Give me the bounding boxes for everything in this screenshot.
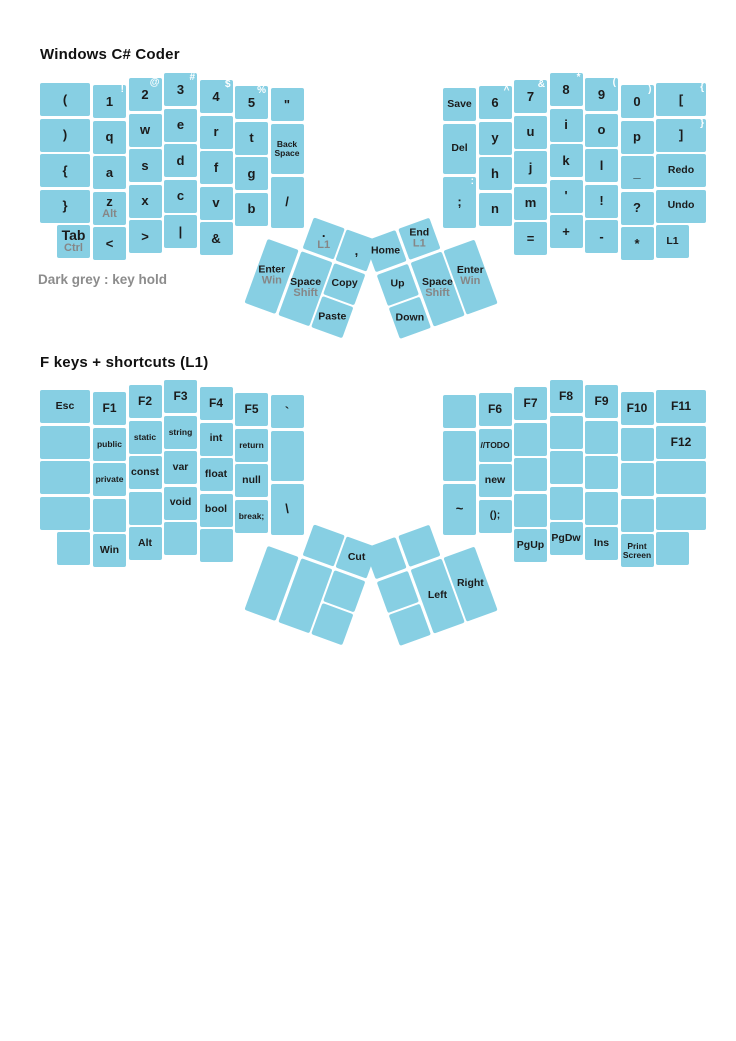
key-apostrophe (550, 180, 583, 213)
key-double-quote (271, 88, 304, 121)
key-tap-label: Save (447, 97, 472, 110)
key-shift-label: } (700, 117, 704, 129)
key-bool (200, 494, 233, 527)
key-tap-label: " (283, 96, 291, 112)
key-null (235, 464, 268, 497)
key-asterisk (621, 227, 654, 260)
key-tap-label: Undo (667, 199, 695, 212)
key-tap-label: x (141, 193, 149, 209)
key-y (479, 122, 512, 155)
key-tap-label: m (524, 195, 537, 211)
key-tap-label: Up (390, 277, 405, 290)
key-v (200, 187, 233, 220)
key-k (550, 144, 583, 177)
key-tap-label: / (285, 194, 289, 210)
key-empty (200, 529, 233, 562)
key-2 (129, 78, 162, 111)
key-f11 (656, 390, 706, 423)
key-9 (585, 78, 618, 111)
key-empty (514, 494, 547, 527)
key-0 (621, 85, 654, 118)
key-new (479, 464, 512, 497)
key-return (235, 429, 268, 462)
key-tap-label: & (211, 230, 221, 246)
key-open-bracket (656, 83, 706, 116)
key-l (585, 149, 618, 182)
key-tap-label: null (242, 473, 261, 486)
key-shift-label: { (700, 82, 704, 93)
key-empty (656, 497, 706, 530)
key-tap-label: F5 (244, 402, 259, 417)
key-empty (514, 458, 547, 491)
key-tap-label: Tab (61, 227, 86, 244)
key-tap-label: 9 (597, 86, 606, 102)
key-tap-label: ~ (455, 501, 464, 517)
key-shift-label: ) (648, 84, 652, 95)
key-tap-label: l (599, 157, 604, 173)
key-tap-label: 7 (526, 88, 535, 104)
key-4 (200, 80, 233, 113)
key-8 (550, 73, 583, 106)
key-f6 (479, 393, 512, 426)
key-tap-label: f (213, 159, 219, 175)
key-shift-label: ^ (503, 85, 510, 96)
key-empty (550, 451, 583, 484)
key-empty (621, 428, 654, 461)
key-empty (621, 463, 654, 496)
key-exclamation (585, 185, 618, 218)
key-alt (129, 527, 162, 560)
key-tap-label: Win (99, 543, 120, 556)
key-void (164, 487, 197, 520)
layer1-title: Windows C# Coder (40, 46, 180, 63)
key-shift-label: % (257, 85, 266, 96)
key-tap-label: { (62, 162, 68, 178)
key-shift-label: $ (224, 79, 231, 90)
key-f5 (235, 393, 268, 426)
key-empty (585, 421, 618, 454)
key-empty (514, 423, 547, 456)
key-z (93, 192, 126, 225)
key-tab (57, 225, 90, 258)
key-tap-label: Space (289, 276, 321, 289)
key-tap-label: Back Space (274, 138, 300, 158)
key-tap-label: 6 (491, 94, 499, 110)
key-1 (93, 85, 126, 118)
key-equals (514, 222, 547, 255)
key-tap-label: F3 (173, 389, 188, 404)
key-tap-label: s (141, 157, 149, 173)
key-tap-label: v (212, 195, 220, 211)
key-underscore (621, 156, 654, 189)
key-esc (40, 390, 90, 423)
key-c (164, 180, 197, 213)
key-tap-label: \ (285, 501, 289, 517)
key-f (200, 151, 233, 184)
key-save (443, 88, 476, 121)
key-tap-label: > (141, 228, 149, 244)
key-tap-label: string (168, 426, 193, 437)
key-print-screen (621, 534, 654, 567)
legend-note: Dark grey : key hold (38, 272, 168, 287)
key-var (164, 451, 197, 484)
key-l1 (656, 225, 689, 258)
key-d (164, 144, 197, 177)
key-g (235, 157, 268, 190)
key-tap-label: Left (427, 589, 447, 602)
key-float (200, 458, 233, 491)
key-tap-label: F10 (626, 401, 648, 416)
key-del (443, 124, 476, 175)
key-tap-label: F12 (670, 434, 692, 449)
key-empty (443, 431, 476, 482)
key-empty (656, 532, 689, 565)
key-hold-label: L1 (316, 238, 330, 251)
key-r (200, 116, 233, 149)
key-tap-label: Space (421, 276, 453, 289)
key-open-brace (40, 154, 90, 187)
key-tap-label: ) (62, 127, 68, 143)
key-empty (585, 492, 618, 525)
key-tap-label: | (178, 223, 183, 239)
key-tap-label: F2 (137, 394, 152, 409)
key-tap-label: int (209, 432, 223, 445)
key-6 (479, 86, 512, 119)
key-tap-label: c (176, 188, 185, 204)
key-tap-label: F6 (487, 402, 502, 417)
key-tap-label: b (247, 201, 256, 217)
key-tap-label: p (633, 129, 641, 145)
key-pgup (514, 529, 547, 562)
key-tap-label: L1 (666, 234, 679, 247)
key-tap-label: bool (204, 503, 228, 516)
key-pipe (164, 215, 197, 248)
key-undo (656, 190, 706, 223)
key-close-paren (40, 119, 90, 152)
key-i (550, 109, 583, 142)
key-tap-label: q (105, 129, 114, 145)
key-tap-label: Redo (667, 163, 695, 176)
key-tap-label: ' (564, 188, 568, 204)
key-tap-label: ( (62, 91, 68, 107)
key-q (93, 121, 126, 154)
key-tap-label: r (213, 124, 219, 140)
key-close-bracket (656, 119, 706, 152)
key-tap-label: private (95, 474, 124, 485)
key-tap-label: Right (457, 577, 484, 590)
key-tap-label: e (176, 117, 185, 133)
key-tap-label: var (172, 460, 189, 473)
key-tap-label: Print Screen (622, 540, 652, 560)
key-tap-label: + (562, 223, 570, 239)
key-tap-label: Alt (138, 536, 152, 549)
key-f2 (129, 385, 162, 418)
key-tap-label: n (491, 201, 499, 217)
key-tap-label: Cut (347, 550, 366, 563)
key-h (479, 157, 512, 190)
key-shift-label: : (470, 175, 474, 187)
key-tap-label: 3 (176, 81, 185, 97)
key-tap-label: j (528, 159, 533, 175)
key-p (621, 121, 654, 154)
key-public (93, 428, 126, 461)
key-tap-label: PgUp (516, 538, 545, 551)
key-hold-label: Ctrl (64, 242, 83, 255)
key-tap-label: z (106, 194, 113, 210)
key-empty (550, 487, 583, 520)
key-todo-comment (479, 429, 512, 462)
key-shift-label: # (189, 72, 195, 83)
key-3 (164, 73, 197, 106)
key-tap-label: Home (370, 244, 401, 257)
key-break (235, 500, 268, 533)
key-tap-label: 1 (105, 93, 114, 109)
key-tap-label: 2 (141, 86, 149, 102)
key-hold-label: Shift (292, 287, 318, 300)
key-tap-label: break; (238, 510, 265, 521)
key-tap-label: static (133, 431, 157, 442)
key-static (129, 421, 162, 454)
key-shift-label: @ (149, 77, 160, 88)
key-tap-label: * (634, 235, 640, 251)
key-tap-label: Paste (318, 310, 347, 323)
key-tap-label: - (599, 228, 604, 244)
key-tap-label: Enter (457, 264, 484, 277)
key-x (129, 185, 162, 218)
key-tap-label: ? (633, 200, 641, 216)
key-ampersand (200, 222, 233, 255)
key-tap-label: Ins (593, 536, 610, 549)
key-shift-label: * (576, 72, 581, 83)
key-u (514, 116, 547, 149)
key-f7 (514, 387, 547, 420)
key-f1 (93, 392, 126, 425)
key-hold-label: Win (261, 274, 282, 287)
key-parens-semicolon (479, 500, 512, 533)
key-empty (57, 532, 90, 565)
key-w (129, 114, 162, 147)
key-tap-label: new (484, 473, 506, 486)
key-m (514, 187, 547, 220)
key-empty (656, 461, 706, 494)
key-tap-label: ` (284, 403, 290, 419)
key-tap-label: ] (678, 127, 684, 143)
key-empty (40, 497, 90, 530)
key-7 (514, 80, 547, 113)
key-tap-label: h (491, 165, 499, 181)
key-tap-label: = (526, 230, 535, 246)
key-tap-label: F9 (594, 394, 609, 409)
key-b (235, 193, 268, 226)
key-tap-label: d (176, 152, 185, 168)
key-tap-label: o (597, 122, 606, 138)
key-tap-label: Del (451, 142, 468, 155)
key-tap-label: Down (395, 311, 425, 324)
key-tap-label: ! (599, 193, 604, 209)
key-tap-label: 8 (562, 81, 570, 97)
key-tap-label: //TODO (480, 439, 510, 450)
key-t (235, 122, 268, 155)
key-tap-label: F8 (558, 389, 573, 404)
key-tap-label: k (562, 152, 570, 168)
key-hold-label: Win (460, 275, 481, 288)
key-s (129, 149, 162, 182)
key-f3 (164, 380, 197, 413)
key-tap-label: F7 (523, 396, 538, 411)
key-tap-label: < (105, 235, 114, 251)
layer2-title: F keys + shortcuts (L1) (40, 354, 209, 371)
key-5 (235, 86, 268, 119)
key-hold-label: Alt (102, 208, 117, 221)
key-tap-label: End (408, 226, 429, 239)
key-backtick (271, 395, 304, 428)
key-string (164, 416, 197, 449)
key-win (93, 534, 126, 567)
key-f8 (550, 380, 583, 413)
key-empty (93, 499, 126, 532)
key-close-brace (40, 190, 90, 223)
key-private (93, 463, 126, 496)
key-tap-label: F11 (670, 399, 691, 414)
key-empty (40, 461, 90, 494)
key-tap-label: ; (457, 194, 462, 210)
key-tap-label: g (247, 165, 256, 181)
key-int (200, 423, 233, 456)
key-tap-label: 0 (633, 93, 641, 109)
key-empty (129, 492, 162, 525)
key-tap-label: F4 (208, 396, 223, 411)
key-question (621, 192, 654, 225)
key-tap-label: a (105, 164, 114, 180)
key-tap-label: public (96, 438, 123, 449)
key-minus (585, 220, 618, 253)
key-tap-label: float (204, 467, 228, 480)
key-tap-label: . (321, 224, 326, 240)
key-o (585, 114, 618, 147)
key-pgdw (550, 522, 583, 555)
key-empty (550, 416, 583, 449)
key-f4 (200, 387, 233, 420)
key-tap-label: y (491, 130, 499, 146)
key-empty (164, 522, 197, 555)
key-f9 (585, 385, 618, 418)
key-f12 (656, 426, 706, 459)
key-tap-label: } (62, 198, 68, 214)
key-tap-label: _ (633, 164, 641, 180)
key-tap-label: void (169, 496, 192, 509)
key-tap-label: 5 (247, 94, 256, 110)
key-empty (621, 499, 654, 532)
key-tap-label: 4 (212, 88, 220, 104)
key-shift-label: ! (120, 84, 124, 95)
key-f10 (621, 392, 654, 425)
key-empty (40, 426, 90, 459)
key-greater-than (129, 220, 162, 253)
key-shift-label: ( (612, 77, 616, 88)
key-empty (271, 431, 304, 482)
key-tap-label: w (139, 122, 151, 138)
key-tap-label: u (526, 124, 535, 140)
key-j (514, 151, 547, 184)
key-empty (585, 456, 618, 489)
key-plus (550, 215, 583, 248)
key-tap-label: Enter (258, 263, 286, 276)
key-e (164, 109, 197, 142)
key-tap-label: Copy (331, 277, 358, 290)
key-shift-label: & (537, 79, 545, 90)
key-a (93, 156, 126, 189)
key-less-than (93, 227, 126, 260)
key-tap-label: const (130, 465, 159, 478)
key-back-space (271, 124, 304, 175)
key-tap-label: [ (678, 91, 684, 107)
key-const (129, 456, 162, 489)
key-hold-label: L1 (412, 237, 426, 250)
key-hold-label: Shift (424, 287, 450, 300)
key-tap-label: PgDw (551, 531, 581, 544)
key-redo (656, 154, 706, 187)
key-tap-label: return (239, 439, 264, 450)
key-tap-label: i (564, 117, 568, 133)
key-open-paren (40, 83, 90, 116)
key-tap-label: t (249, 130, 254, 146)
key-n (479, 193, 512, 226)
key-tap-label: (); (489, 509, 501, 522)
key-empty (443, 395, 476, 428)
key-tap-label: , (354, 242, 359, 258)
key-tap-label: Esc (55, 399, 75, 412)
key-ins (585, 527, 618, 560)
key-tap-label: F1 (102, 401, 117, 416)
